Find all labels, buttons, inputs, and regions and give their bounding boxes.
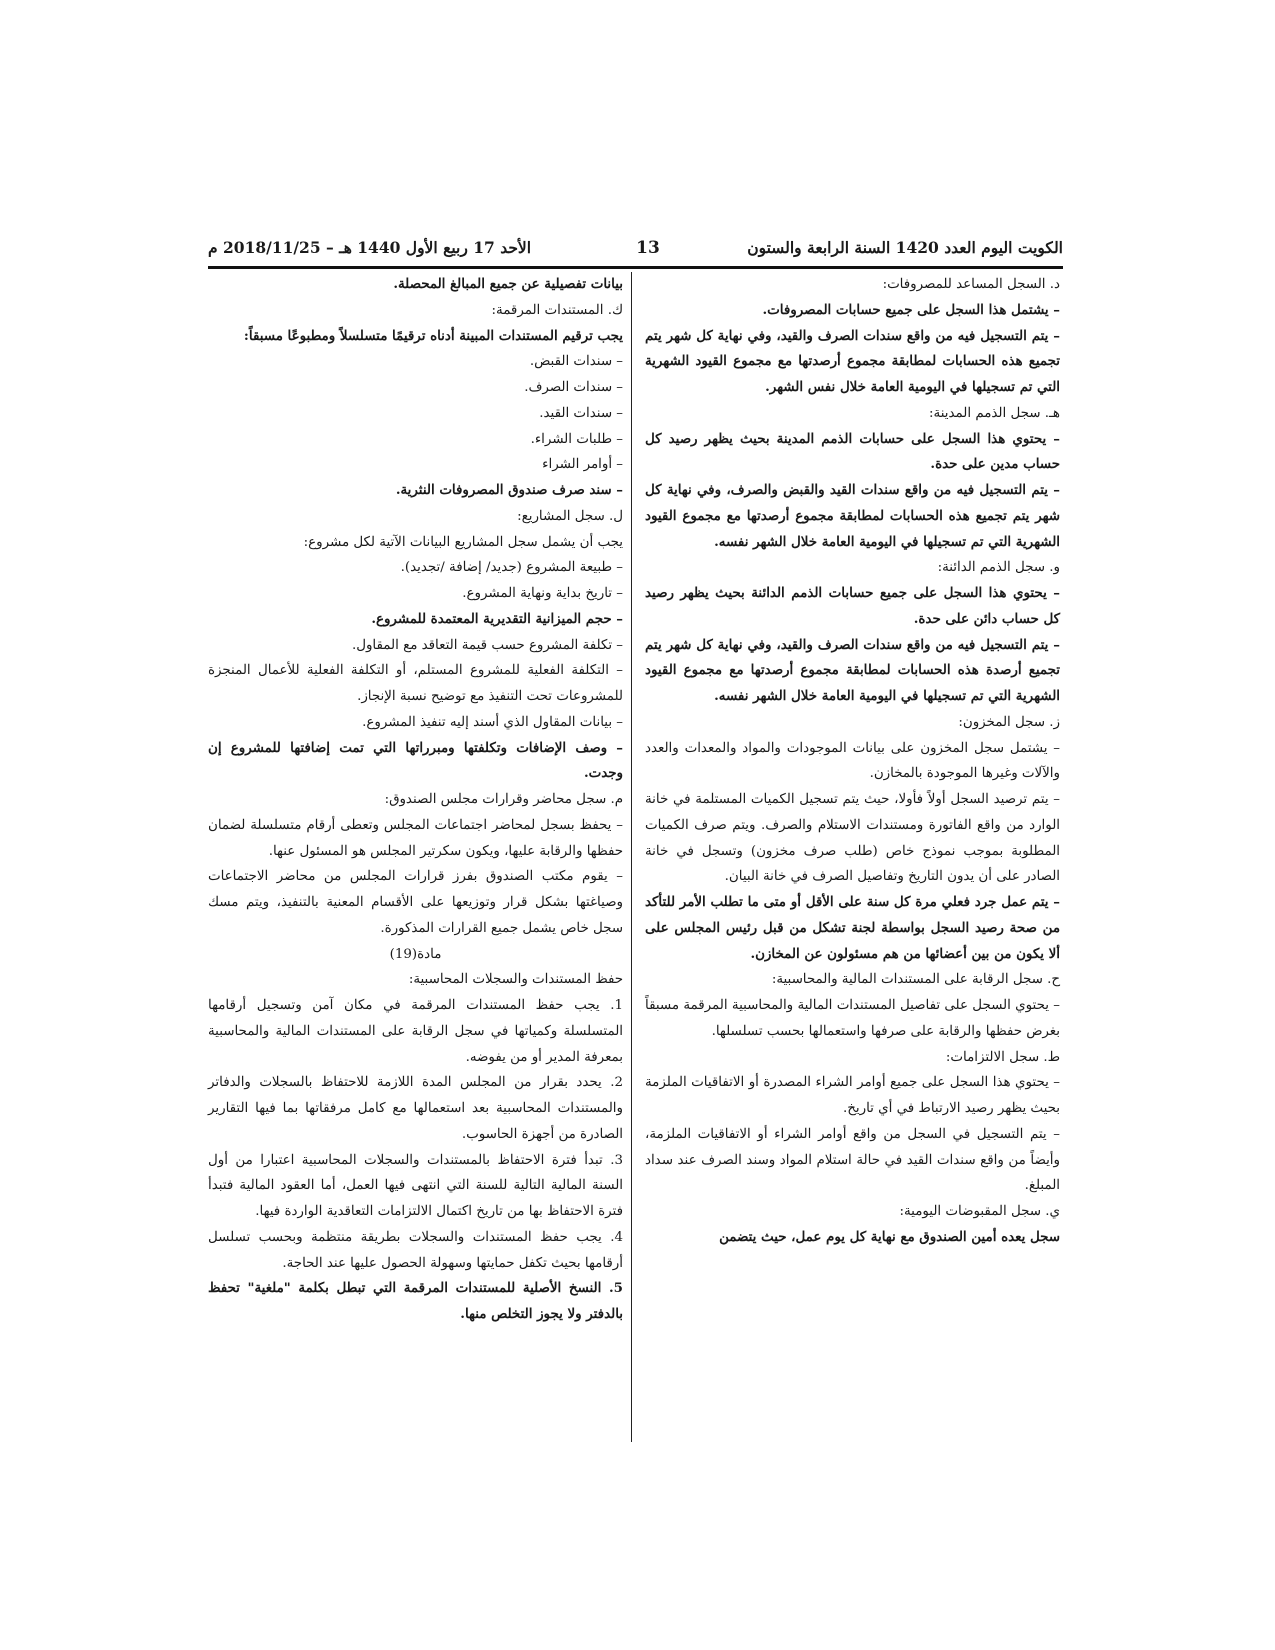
paragraph: – يتم التسجيل فيه من واقع سندات الصرف والقيد، وفي نهاية كل شهر يتم تجميع هذه الحسابات لمطابقة مجموع أرصدتها مع مجموع القيود الشهرية التي تم تسجيلها في اليومية العامة خلال نفس الشهر.: [645, 327, 1060, 395]
list-item: – طلبات الشراء.: [530, 431, 623, 447]
right-column: [645, 272, 1060, 1251]
section-heading: ي. سجل المقبوضات اليومية:: [899, 1204, 1060, 1219]
paragraph: سجل يعده أمين الصندوق مع نهاية كل يوم عمل، حيث يتضمن: [719, 1228, 1060, 1245]
header-issue-info: الكويت اليوم العدد 1420 السنة الرابعة والستون: [747, 238, 1063, 257]
paragraph: يجب أن يشمل سجل المشاريع البيانات الآتية لكل مشروع:: [303, 534, 623, 550]
paragraph: – يتم ترصيد السجل أولاً فأولا، حيث يتم تسجيل الكميات المستلمة في خانة الوارد من واقع الفاتورة ومستندات الاستلام والصرف. ويتم صرف الكميات المطلوبة بموجب نموذج خاص (طلب صرف مخزون) وتسجل في خانة الصادر على أن يدون التاريخ وتفاصيل الصرف في خانة البيان.: [645, 792, 1060, 885]
page-number: 13: [636, 238, 660, 258]
section-heading: هـ. سجل الذمم المدينة:: [929, 405, 1060, 421]
list-item: – سند صرف صندوق المصروفات النثرية.: [395, 482, 623, 498]
section-heading: ط. سجل الالتزامات:: [945, 1049, 1060, 1065]
header-date: الأحد 17 ربيع الأول 1440 هـ – 2018/11/25 م: [208, 238, 532, 257]
column-separator: [631, 272, 632, 1442]
list-item: – حجم الميزانية التقديرية المعتمدة للمشروع.: [371, 610, 623, 627]
list-item: – سندات القيد.: [539, 405, 623, 421]
list-item: – أوامر الشراء: [542, 457, 623, 473]
numbered-item: 1. يجب حفظ المستندات المرقمة في مكان آمن وتسجيل أرقامها المتسلسلة وكمياتها في سجل الرقابة على المستندات المالية والمحاسبية بمعرفة المدير أو من يفوضه.: [208, 998, 623, 1065]
paragraph: بيانات تفصيلية عن جميع المبالغ المحصلة.: [393, 276, 623, 292]
numbered-item: 2. يحدد بقرار من المجلس المدة اللازمة للاحتفاظ بالسجلات والدفاتر والمستندات المحاسبية بعد استعمالها مع كامل مرفقاتها بما فيها التقارير الصادرة من أجهزة الحاسوب.: [208, 1075, 623, 1142]
section-heading: م. سجل محاضر وقرارات مجلس الصندوق:: [384, 792, 623, 807]
section-heading: د. السجل المساعد للمصروفات:: [882, 277, 1060, 292]
section-heading: حفظ المستندات والسجلات المحاسبية:: [408, 972, 623, 988]
paragraph: – يتم عمل جرد فعلي مرة كل سنة على الأقل أو متى ما تطلب الأمر للتأكد من صحة رصيد السجل بواسطة لجنة تشكل من قبل رئيس المجلس على ألا يكون من بين أعضائها من هم مسئولون عن المخازن.: [645, 894, 1060, 962]
numbered-item: 4. يجب حفظ المستندات والسجلات بطريقة منتظمة وبحسب تسلسل أرقامها بحيث تكفل حمايتها وسهولة الحصول عليها عند الحاجة.: [208, 1229, 623, 1271]
header-rule: [208, 266, 1063, 269]
paragraph: – يحتوي السجل على تفاصيل المستندات المالية والمحاسبية المرقمة مسبقاً بغرض حفظها والرقابة على صرفها واستعمالها بحسب تسلسلها.: [645, 998, 1060, 1039]
numbered-item: 5. النسخ الأصلية للمستندات المرقمة التي تبطل بكلمة "ملغية" تحفظ بالدفتر ولا يجوز التخلص منها.: [208, 1280, 623, 1322]
list-item: – بيانات المقاول الذي أسند إليه تنفيذ المشروع.: [362, 714, 623, 730]
paragraph: يجب ترقيم المستندات المبينة أدناه ترقيمًا متسلسلاً ومطبوعًا مسبقاً:: [243, 327, 623, 344]
list-item: – طبيعة المشروع (جديد/ إضافة /تجديد).: [400, 560, 623, 576]
numbered-item: 3. تبدأ فترة الاحتفاظ بالمستندات والسجلات المحاسبية اعتبارا من أول السنة المالية التالية للسنة التي انتهى فيها العمل، أما العقود المالية فتبدأ فترة الاحتفاظ بها من تاريخ اكتمال الالتزامات التعاقدية الواردة فيها.: [208, 1152, 623, 1219]
article-number: مادة(19): [389, 946, 442, 962]
list-item: – وصف الإضافات وتكلفتها ومبرراتها التي تمت إضافتها للمشروع إن وجدت.: [208, 739, 623, 782]
paragraph: – يتم التسجيل فيه من واقع سندات القيد والقبض والصرف، وفي نهاية كل شهر يتم تجميع هذه الحسابات لمطابقة مجموع أرصدتها مع مجموع القيود الشهرية التي تم تسجيلها في اليومية العامة خلال الشهر نفسه.: [645, 482, 1060, 550]
section-heading: ز. سجل المخزون:: [958, 714, 1060, 730]
section-heading: ح. سجل الرقابة على المستندات المالية والمحاسبية:: [771, 972, 1060, 988]
paragraph: – يقوم مكتب الصندوق بفرز قرارات المجلس من محاضر الاجتماعات وصياغتها بشكل قرار وتوزيعها على الأقسام المعنية بالتنفيذ، ويتم مسك سجل خاص يشمل جميع القرارات المذكورة.: [208, 869, 623, 936]
paragraph: – يحتوي هذا السجل على حسابات الذمم المدينة بحيث يظهر رصيد كل حساب مدين على حدة.: [645, 430, 1060, 473]
paragraph: – يشتمل سجل المخزون على بيانات الموجودات والمواد والمعدات والعدد والآلات وغيرها الموجودة بالمخازن.: [645, 740, 1060, 782]
left-column: [208, 272, 623, 1328]
list-item: – تكلفة المشروع حسب قيمة التعاقد مع المقاول.: [351, 637, 623, 653]
paragraph: – يتم التسجيل فيه من واقع سندات الصرف والقيد، وفي نهاية كل شهر يتم تجميع أرصدة هذه الحسابات لمطابقة مجموع أرصدتها مع مجموع القيود الشهرية التي تم تسجيلها في اليومية العامة خلال الشهر نفسه.: [645, 636, 1060, 704]
section-heading: و. سجل الذمم الدائنة:: [937, 560, 1060, 576]
paragraph: – يحتوي هذا السجل على جميع أوامر الشراء المصدرة أو الاتفاقيات الملزمة بحيث يظهر رصيد الارتباط في أي تاريخ.: [645, 1075, 1060, 1116]
paragraph: – يتم التسجيل في السجل من واقع أوامر الشراء أو الاتفاقيات الملزمة، وأيضاً من واقع سندات القيد في حالة استلام المواد وسند الصرف عند سداد المبلغ.: [645, 1126, 1060, 1194]
list-item: – تاريخ بداية ونهاية المشروع.: [462, 586, 623, 601]
section-heading: ك. المستندات المرقمة:: [491, 302, 623, 318]
page-header: [208, 238, 1063, 264]
list-item: – سندات القبض.: [529, 354, 623, 370]
paragraph: – يحتوي هذا السجل على جميع حسابات الذمم الدائنة بحيث يظهر رصيد كل حساب دائن على حدة.: [645, 585, 1060, 627]
paragraph: – يشتمل هذا السجل على جميع حسابات المصروفات.: [762, 301, 1060, 318]
list-item: – التكلفة الفعلية للمشروع المستلم، أو التكلفة الفعلية للأعمال المنجزة للمشروعات تحت التنفيذ مع توضيح نسبة الإنجاز.: [208, 663, 623, 704]
section-heading: ل. سجل المشاريع:: [517, 508, 623, 524]
list-item: – سندات الصرف.: [524, 380, 623, 395]
paragraph: – يحفظ بسجل لمحاضر اجتماعات المجلس وتعطى أرقام متسلسلة لضمان حفظها والرقابة عليها، ويكون سكرتير المجلس هو المسئول عنها.: [208, 817, 623, 859]
